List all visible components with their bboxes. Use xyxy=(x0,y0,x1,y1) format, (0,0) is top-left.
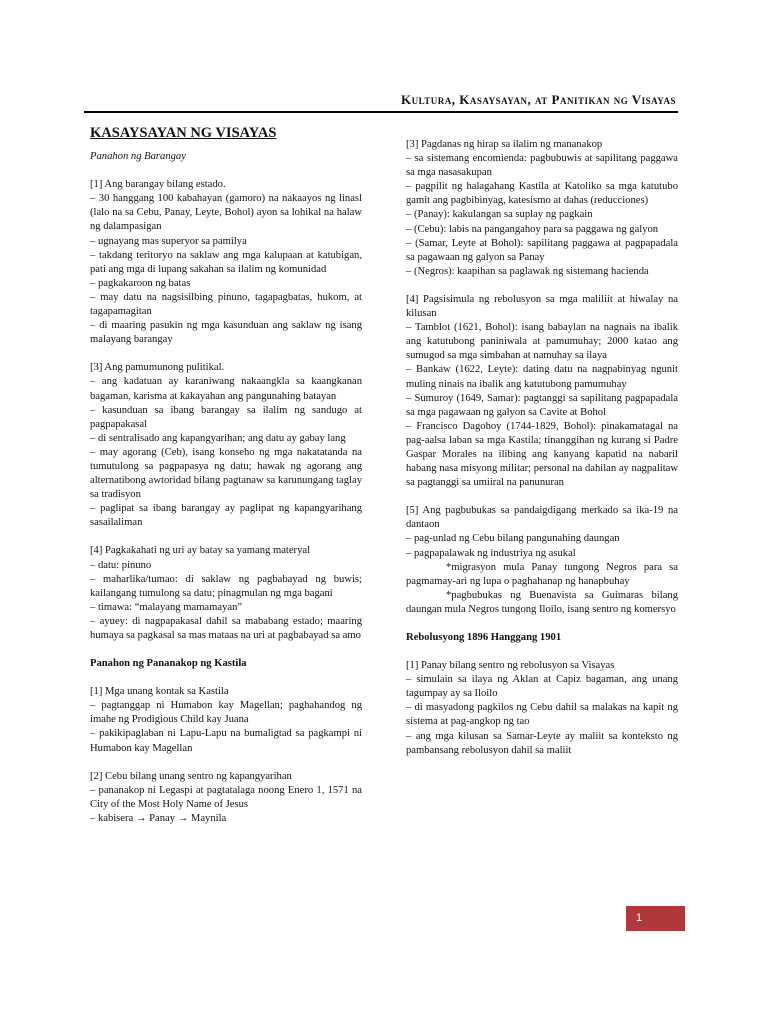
kastila-section-5 xyxy=(406,504,678,617)
text-line: – timawa: “malayang mamamayan” xyxy=(90,601,243,613)
barangay-section-4 xyxy=(90,544,362,643)
text-line: – paglipat sa ibang barangay ay paglipat ng kapangyarihang sasailaliman xyxy=(90,503,362,529)
kastila-section-1 xyxy=(90,685,362,755)
text-line: – ayuey: di nagpapakasal dahil sa mababang estado; maaring humaya sa pagkasal sa mas mataas na uri at pagbabayad sa amo xyxy=(90,615,362,641)
text-line: – Sumuroy (1649, Samar): pagtanggi sa sapilitang pagpapadala sa mga pagawaan ng galyon sa Cavite at Bohol xyxy=(406,392,678,418)
text-line: – Bankaw (1622, Leyte): dating datu na nagpabinyag ngunit muling ninais na ibalik ang katutubong pamumuhay xyxy=(406,364,678,390)
text-line: [4] Pagsisimula ng rebolusyon sa mga maliliit at hiwalay na kilusan xyxy=(406,293,678,320)
barangay-section-3 xyxy=(90,361,362,530)
text-line: – (Panay): kakulangan sa suplay ng pagkain xyxy=(406,209,593,221)
text-line: – di sentralisado ang kapangyarihan; ang datu ay gabay lang xyxy=(90,432,346,444)
text-line: – di masyadong pagkilos ng Cebu dahil sa malakas na kapit ng sistema at pag-angkop ng tao xyxy=(406,702,678,728)
text-line: – ang kadatuan ay karaniwang nakaangkla sa kaangkanan bagaman, karisma at kakayahan ang pangunahing batayan xyxy=(90,376,362,402)
text-line: – datu: pinuno xyxy=(90,559,152,571)
text-line: – simulain sa ilaya ng Aklan at Capiz bagaman, ang unang tagumpay ay sa Iloilo xyxy=(406,674,678,700)
text-line: – pag-unlad ng Cebu bilang pangunahing daungan xyxy=(406,533,620,545)
section-heading-rebolusyon: Rebolusyong 1896 Hanggang 1901 xyxy=(406,632,562,643)
text-line: *pagbubukas ng Buenavista sa Guimaras bilang daungan mula Negros tungong Iloilo, isang sentro ng komersyo xyxy=(406,589,678,615)
left-column xyxy=(90,126,362,840)
text-line: – may agorang (Ceb), isang konseho ng mga nakatatanda na tumutulong sa pagpapasya ng datu; hawak ng agorang ang alternatibong awtoridad bilang pagtanaw sa karunungang taglay sa tradisyon xyxy=(90,446,362,501)
right-column xyxy=(406,138,678,772)
kastila-section-4 xyxy=(406,293,678,490)
text-line: – (Cebu): labis na pangangahoy para sa paggawa ng galyon xyxy=(406,223,659,235)
barangay-section-1 xyxy=(90,178,362,347)
text-line: – sa sistemang encomienda: pagbubuwis at sapilitang paggawa sa mga nasasakupan xyxy=(406,153,678,179)
section-heading-kastila: Panahon ng Pananakop ng Kastila xyxy=(90,658,247,670)
rebolusyon-section-1 xyxy=(406,659,678,758)
text-line: – ang mga kilusan sa Samar-Leyte ay maliit sa konteksto ng pambansang rebolusyon dahil sa maliit xyxy=(406,730,678,756)
text-line: – Tamblot (1621, Bohol): isang babaylan na nagnais na ibalik ang katutubong paniniwala at pamumuhay; 2000 katao ang sumugod sa mga simbahan at namuhay sa ilaya xyxy=(406,322,678,362)
text-line: [1] Mga unang kontak sa Kastila xyxy=(90,686,229,698)
text-line: [1] Panay bilang sentro ng rebolusyon sa Visayas xyxy=(406,660,615,672)
text-line: – pagpilit ng halagahang Kastila at Katoliko sa mga katutubo gamit ang pagbibinyag, katesismo at dahas (reducciones) xyxy=(406,181,678,207)
text-line: – (Negros): kaapihan sa paglawak ng sistemang hacienda xyxy=(406,265,649,277)
running-header: Kultura, Kasaysayan, at Panitikan ng Visayas xyxy=(401,92,676,107)
text-line: – kasunduan sa ibang barangay sa ilalim ng sandugo at pagpapakasal xyxy=(90,404,362,430)
text-line: – maharlika/tumao: di saklaw ng pagbabayad ng buwis; kailangang tumulong sa datu; pinagmulan ng mga bagani xyxy=(90,573,362,599)
main-title: KASAYSAYAN NG VISAYAS xyxy=(90,125,277,141)
page-number-badge: 1 xyxy=(626,906,685,931)
text-line: – 30 hanggang 100 kabahayan (gamoro) na nakaayos ng linasl (lalo na sa Cebu, Panay, Leyte, Bohol) ayon sa lohikal na halaw ng dalampasigan xyxy=(90,193,362,233)
text-line: – pagkakaroon ng batas xyxy=(90,277,191,289)
text-line: – di maaring pasukin ng mga kasunduan ang saklaw ng isang malayang barangay xyxy=(90,320,362,346)
section-heading-barangay: Panahon ng Barangay xyxy=(90,151,186,163)
text-line: *migrasyon mula Panay tungong Negros para sa pagmamay-ari ng lupa o paghahanap ng hanapbuhay xyxy=(406,561,678,587)
text-line: [2] Cebu bilang unang sentro ng kapangyarihan xyxy=(90,770,292,782)
text-line: [3] Ang pamumunong pulitikal. xyxy=(90,362,225,374)
text-line: – pakikipaglaban ni Lapu-Lapu na bumaligtad sa pagkampi ni Humabon kay Magellan xyxy=(90,728,362,754)
kastila-section-2 xyxy=(90,770,362,826)
text-line: [1] Ang barangay bilang estado. xyxy=(90,179,226,191)
text-line: – pagpapalawak ng industriya ng asukal xyxy=(406,547,576,559)
text-line: [5] Ang pagbubukas sa pandaigdigang merkado sa ika-19 na dantaon xyxy=(406,505,678,531)
text-line: – may datu na nagsisilbing pinuno, tagapagbatas, hukom, at tagapamagitan xyxy=(90,291,362,318)
text-line: – kabisera → Panay → Maynila xyxy=(90,812,227,824)
kastila-section-3 xyxy=(406,138,678,279)
text-line: – (Samar, Leyte at Bohol): sapilitang paggawa at pagpapadala sa pagawaan ng galyon sa Panay xyxy=(406,237,678,263)
text-line: – pagtanggap ni Humabon kay Magellan; paghahandog ng imahe ng Prodigious Child kay Juana xyxy=(90,700,362,726)
text-line: [3] Pagdanas ng hirap sa ilalim ng mananakop xyxy=(406,139,603,150)
header-rule xyxy=(84,111,678,113)
text-line: – ugnayang mas superyor sa pamilya xyxy=(90,235,247,247)
text-line: – takdang teritoryo na saklaw ang mga kalupaan at katubigan, pati ang mga di lupang sakahan sa ilalim ng komunidad xyxy=(90,249,362,275)
text-line: [4] Pagkakahati ng uri ay batay sa yamang materyal xyxy=(90,545,311,557)
text-line: – Francisco Dagohoy (1744-1829, Bohol): pinakamatagal na pag-aalsa laban sa mga Kastila; tinanggihan ng kurang si Padre Gaspar Morales na ilibing ang kanyang kapatid na nabaril habang nasa misyong militar; personal na dahilan ay nagpalitaw sa pagtanggi sa umiiral na panunuran xyxy=(406,420,678,489)
text-line: – pananakop ni Legaspi at pagtatalaga noong Enero 1, 1571 na City of the Most Holy Name of Jesus xyxy=(90,784,362,810)
